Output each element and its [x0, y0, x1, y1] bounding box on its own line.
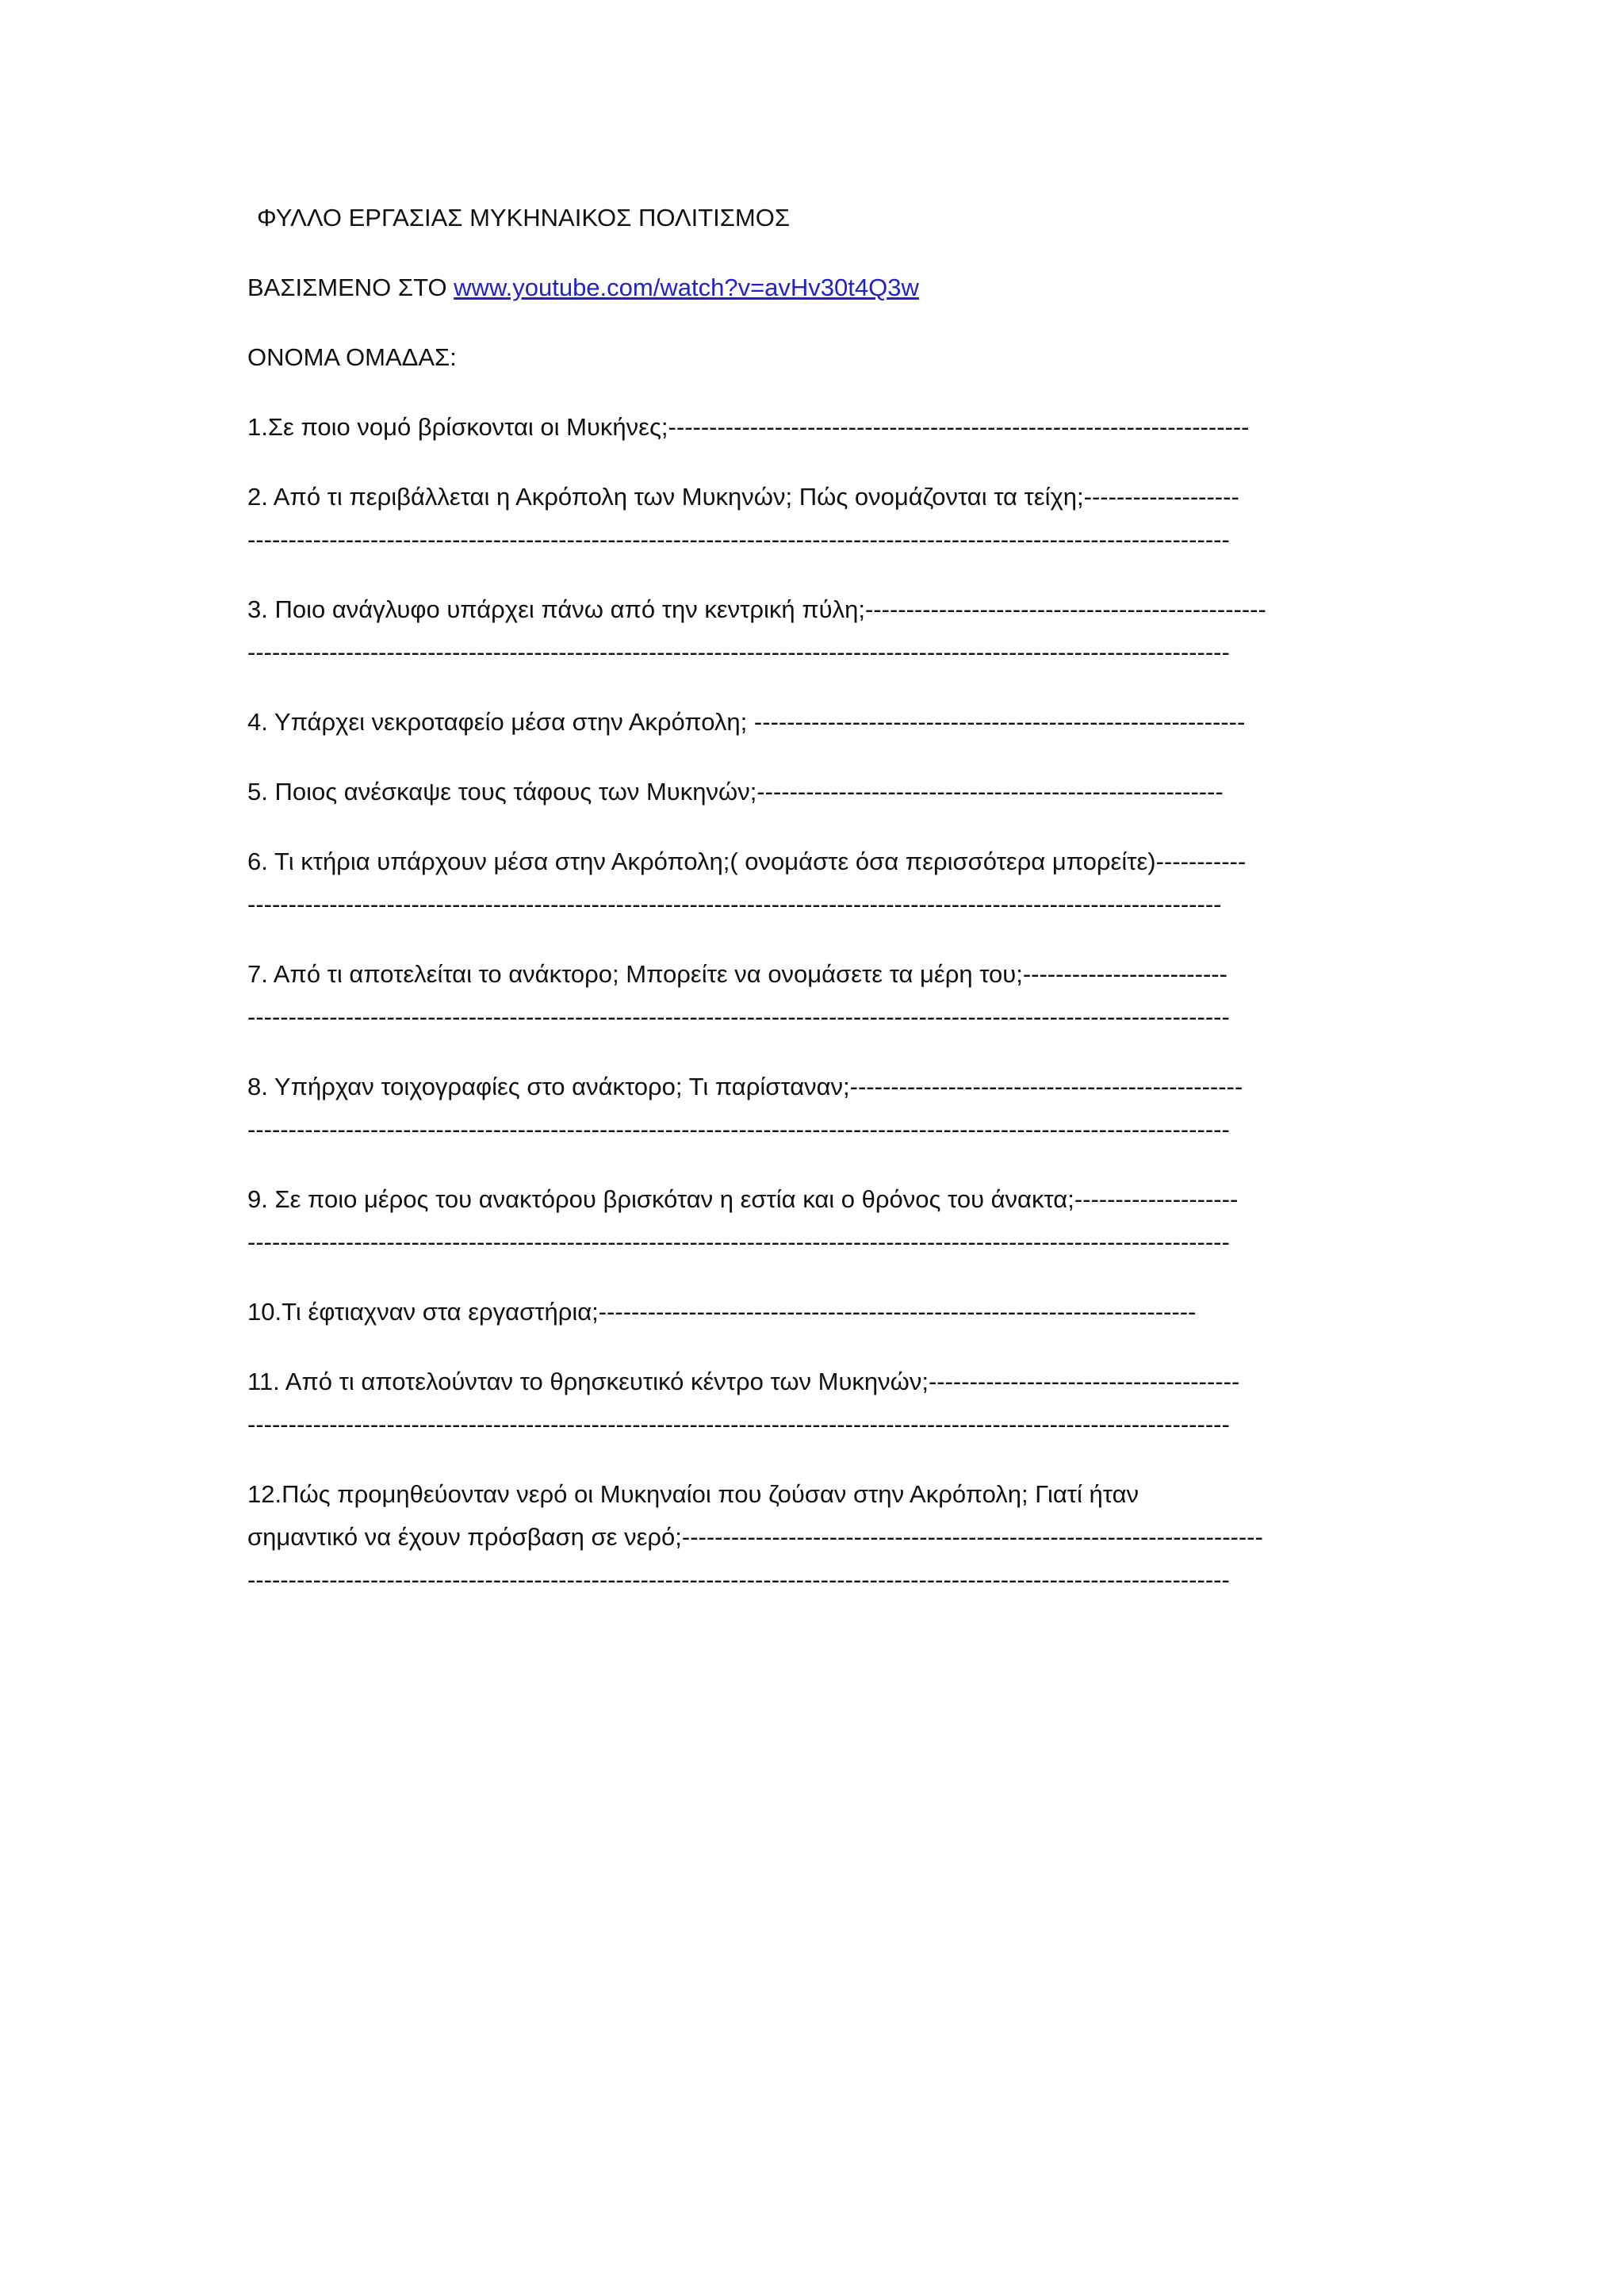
answer-line: ------------------------------------------------------------------------------------------------------------------------: [247, 1566, 1230, 1594]
worksheet-content: [247, 197, 1397, 1628]
question-8: [247, 1066, 1397, 1151]
question-7: [247, 953, 1397, 1039]
question-line-continued: σημαντικό να έχουν πρόσβαση σε νερό;-----------------------------------------------------------------------: [247, 1523, 1263, 1551]
question-11: [247, 1360, 1397, 1446]
answer-line: ------------------------------------------------------------------------------------------------------------------------: [247, 1228, 1230, 1256]
question-line: 12.Πώς προμηθεύονταν νερό οι Μυκηναίοι που ζούσαν στην Ακρόπολη; Γιατί ήταν: [247, 1480, 1139, 1508]
question-line: 8. Υπήρχαν τοιχογραφίες στο ανάκτορο; Τι παρίσταναν;------------------------------------------------: [247, 1073, 1243, 1100]
question-10: [247, 1291, 1397, 1334]
worksheet-title: ΦΥΛΛΟ ΕΡΓΑΣΙΑΣ ΜΥΚΗΝΑΙΚΟΣ ΠΟΛΙΤΙΣΜΟΣ: [257, 204, 791, 232]
question-line: 7. Από τι αποτελείται το ανάκτορο; Μπορείτε να ονομάσετε τα μέρη του;-------------------------: [247, 960, 1228, 988]
answer-line: ------------------------------------------------------------------------------------------------------------------------: [247, 1003, 1230, 1031]
answer-line: -----------------------------------------------------------------------------------------------------------------------: [247, 890, 1222, 918]
question-line: 3. Ποιο ανάγλυφο υπάρχει πάνω από την κεντρική πύλη;-------------------------------------------------: [247, 595, 1266, 623]
question-1: [247, 406, 1397, 449]
question-line: 4. Υπάρχει νεκροταφείο μέσα στην Ακρόπολη; ------------------------------------------------------------: [247, 708, 1246, 736]
question-line: 9. Σε ποιο μέρος του ανακτόρου βρισκόταν η εστία και ο θρόνος του άνακτα;--------------------: [247, 1185, 1239, 1213]
question-2: [247, 476, 1397, 561]
answer-line: ------------------------------------------------------------------------------------------------------------------------: [247, 1115, 1230, 1143]
question-line: 2. Από τι περιβάλλεται η Ακρόπολη των Μυκηνών; Πώς ονομάζονται τα τείχη;-------------------: [247, 483, 1239, 511]
answer-line: ------------------------------------------------------------------------------------------------------------------------: [247, 526, 1230, 553]
youtube-link[interactable]: www.youtube.com/watch?v=avHv30t4Q3w: [454, 274, 919, 301]
question-line: 5. Ποιος ανέσκαψε τους τάφους των Μυκηνών;---------------------------------------------------------: [247, 778, 1224, 806]
answer-line: ------------------------------------------------------------------------------------------------------------------------: [247, 638, 1230, 666]
based-on-label: ΒΑΣΙΣΜΕΝΟ ΣΤΟ: [247, 274, 454, 301]
team-name-label: ΟΝΟΜΑ ΟΜΑΔΑΣ:: [247, 343, 457, 371]
question-5: [247, 771, 1397, 813]
question-12: [247, 1473, 1397, 1601]
answer-line: ------------------------------------------------------------------------------------------------------------------------: [247, 1410, 1230, 1438]
question-line: 1.Σε ποιο νομό βρίσκονται οι Μυκήνες;-----------------------------------------------------------------------: [247, 413, 1250, 441]
question-line: 11. Από τι αποτελούνταν το θρησκευτικό κέντρο των Μυκηνών;--------------------------------------: [247, 1368, 1240, 1395]
question-line: 6. Τι κτήρια υπάρχουν μέσα στην Ακρόπολη;( ονομάστε όσα περισσότερα μπορείτε)-----------: [247, 848, 1247, 875]
question-line: 10.Τι έφτιαχναν στα εργαστήρια;-------------------------------------------------------------------------: [247, 1298, 1197, 1326]
question-4: [247, 701, 1397, 744]
question-6: [247, 840, 1397, 926]
based-on-line: [247, 266, 1397, 309]
question-3: [247, 588, 1397, 674]
question-9: [247, 1178, 1397, 1264]
